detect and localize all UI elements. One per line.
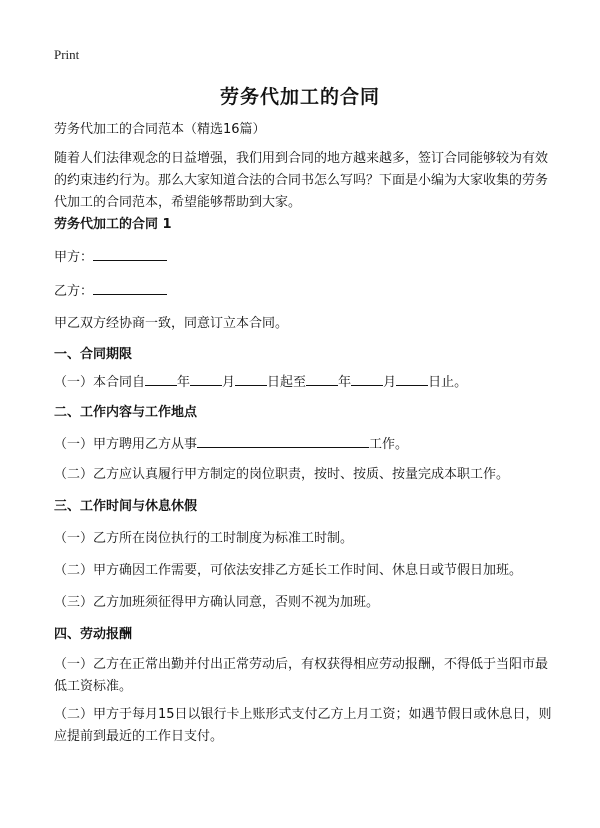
clause-text: 日止。 xyxy=(428,375,468,390)
start-year-blank xyxy=(145,371,177,386)
party-a-label: 甲方： xyxy=(54,250,94,265)
party-a-blank xyxy=(93,246,167,261)
clause-text: 年 xyxy=(177,375,191,390)
section-1-heading: 一、合同期限 xyxy=(54,347,133,362)
section-4-clause-1: （一）乙方在正常出勤并付出正常劳动后，有权获得相应劳动报酬，不得低于当阳市最低工资标准。 xyxy=(54,657,549,694)
section-3-heading: 三、工作时间与休息休假 xyxy=(54,499,198,514)
agreement-text: 甲乙双方经协商一致，同意订立本合同。 xyxy=(54,316,289,331)
section-3-clause-3: （三）乙方加班须征得甲方确认同意，否则不视为加班。 xyxy=(54,595,380,610)
section-2-clause-1 xyxy=(54,433,554,456)
end-year-blank xyxy=(306,371,338,386)
clause-text: 月 xyxy=(222,375,236,390)
end-day-blank xyxy=(396,371,428,386)
clause-text: 日起至 xyxy=(267,375,307,390)
clause-text: 月 xyxy=(383,375,397,390)
section-3-clause-1: （一）乙方所在岗位执行的工时制度为标准工时制。 xyxy=(54,531,354,546)
party-b-blank xyxy=(93,280,167,295)
clause-text: 工作。 xyxy=(369,437,409,452)
clause-text: （一）本合同自 xyxy=(54,375,146,390)
section-2-clause-2: （二）乙方应认真履行甲方制定的岗位职责，按时、按质、按量完成本职工作。 xyxy=(54,467,510,482)
start-day-blank xyxy=(235,371,267,386)
start-month-blank xyxy=(190,371,222,386)
section-2-heading: 二、工作内容与工作地点 xyxy=(54,405,198,420)
section-1-clause-1 xyxy=(54,371,554,394)
document-subtitle: 劳务代加工的合同范本（精选16篇） xyxy=(54,122,266,137)
document-title: 劳务代加工的合同 xyxy=(219,86,380,108)
party-b-line xyxy=(54,280,554,303)
end-month-blank xyxy=(351,371,383,386)
party-a-line xyxy=(54,246,554,269)
job-blank xyxy=(197,433,369,448)
intro-paragraph: 随着人们法律观念的日益增强，我们用到合同的地方越来越多，签订合同能够较为有效的约束违约行为。那么大家知道合法的合同书怎么写吗？下面是小编为大家收集的劳务代加工的合同范本，希望能够帮助到大家。 xyxy=(54,151,549,210)
party-b-label: 乙方： xyxy=(54,284,94,299)
clause-text: （一）甲方聘用乙方从事 xyxy=(54,437,198,452)
section-4-clause-2: （二）甲方于每月15日以银行卡上账形式支付乙方上月工资；如遇节假日或休息日，则应提前到最近的工作日支付。 xyxy=(54,707,552,744)
section-3-clause-2: （二）甲方确因工作需要，可依法安排乙方延长工作时间、休息日或节假日加班。 xyxy=(54,563,523,578)
section-4-heading: 四、劳动报酬 xyxy=(54,627,133,642)
contract-heading: 劳务代加工的合同 1 xyxy=(54,217,172,232)
print-link[interactable]: Print xyxy=(54,47,80,62)
clause-text: 年 xyxy=(338,375,352,390)
